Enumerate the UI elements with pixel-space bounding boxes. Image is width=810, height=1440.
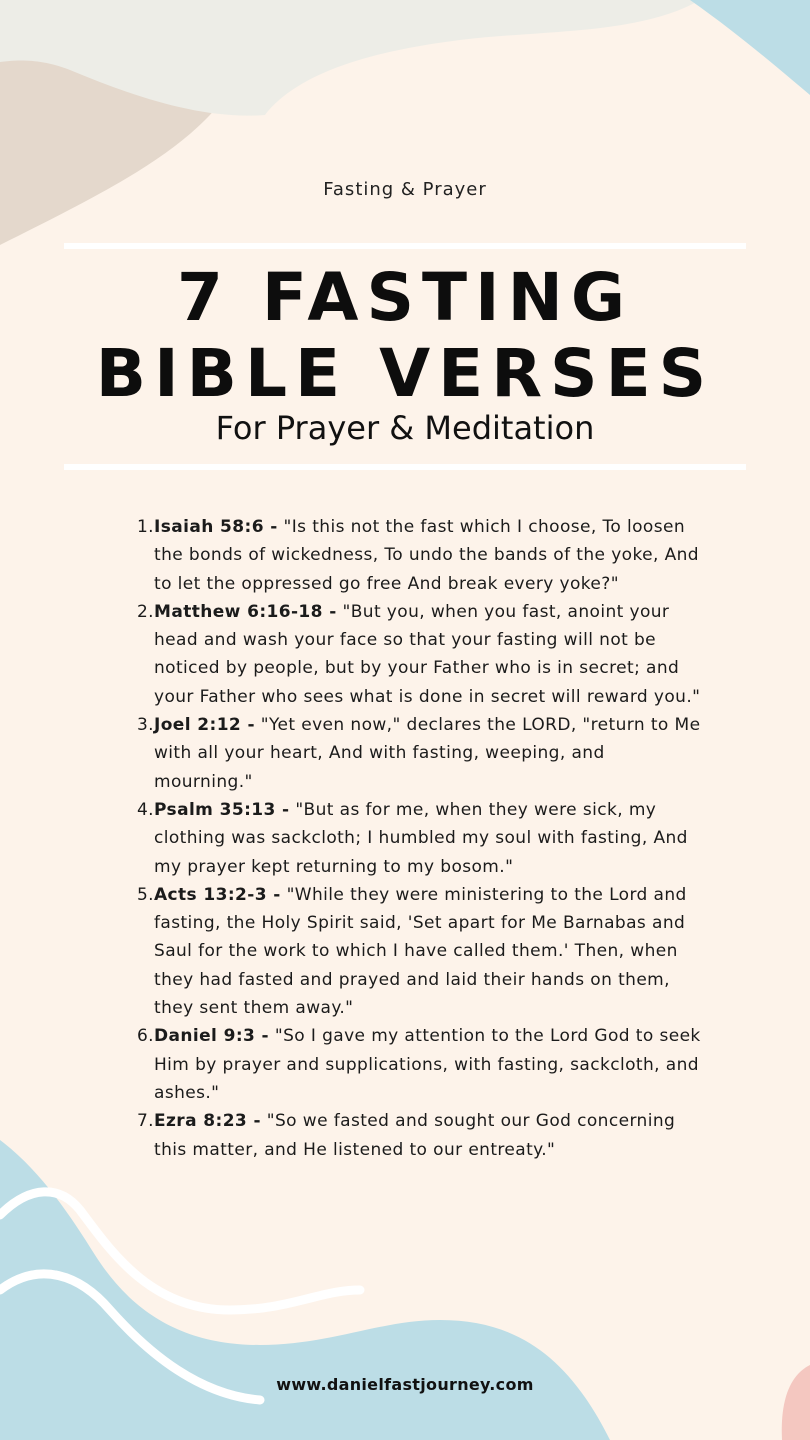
verse-item	[124, 881, 704, 1022]
verse-number: 7.	[136, 1111, 154, 1132]
verse-number: 6.	[136, 1026, 154, 1047]
verse-body	[154, 1022, 704, 1107]
verse-reference: Psalm 35:13 -	[154, 799, 290, 820]
verse-text: "While they were ministering to the Lord and fasting, the Holy Spirit said, 'Set apart for Me Barnabas and Saul for the work to which I have called them.' Then, when they had fasted and prayed and laid their hands on them, they sent them away."	[154, 884, 687, 1019]
verse-body	[154, 513, 704, 598]
verse-text: "But you, when you fast, anoint your head and wash your face so that your fasting will not be noticed by people, but by your Father who is in secret; and your Father who sees what is done in secret will reward you."	[154, 601, 701, 707]
verse-list	[124, 513, 704, 1164]
verse-item	[124, 513, 704, 598]
website-link[interactable]: www.danielfastjourney.com	[276, 1375, 534, 1394]
verse-reference: Matthew 6:16-18 -	[154, 601, 337, 622]
verse-number: 5.	[136, 884, 154, 905]
verse-text: "So I gave my attention to the Lord God to seek Him by prayer and supplications, with fasting, sackcloth, and ashes."	[154, 1026, 701, 1103]
verse-number: 2.	[136, 601, 154, 622]
verse-body	[154, 598, 704, 711]
top-divider	[64, 243, 746, 249]
title-line-2: BIBLE VERSES	[95, 335, 715, 412]
verse-reference: Isaiah 58:6 -	[154, 517, 278, 537]
bottom-divider	[64, 464, 746, 470]
verse-body	[154, 1107, 704, 1164]
title-line-1: 7 FASTING	[176, 259, 633, 336]
category-label: Fasting & Prayer	[323, 179, 487, 200]
verse-number: 4.	[136, 799, 154, 820]
verse-item	[124, 1022, 704, 1107]
verse-text: "But as for me, when they were sick, my clothing was sackcloth; I humbled my soul with fasting, And my prayer kept returning to my bosom."	[154, 799, 688, 877]
verse-text: "Yet even now," declares the LORD, "return to Me with all your heart, And with fasting, weeping, and mourning."	[154, 715, 701, 792]
verse-item	[124, 711, 704, 796]
verse-number: 1.	[136, 517, 154, 537]
verse-reference: Joel 2:12 -	[154, 715, 255, 736]
verse-text: "So we fasted and sought our God concerning this matter, and He listened to our entreaty."	[154, 1111, 676, 1160]
verse-text: "Is this not the fast which I choose, To loosen the bonds of wickedness, To undo the bands of the yoke, And to let the oppressed go free And break every yoke?"	[154, 517, 699, 594]
verse-reference: Daniel 9:3 -	[154, 1026, 270, 1047]
verse-body	[154, 796, 704, 881]
subtitle: For Prayer & Meditation	[215, 409, 595, 447]
verse-item	[124, 598, 704, 711]
verse-body	[154, 711, 704, 796]
verse-item	[124, 1107, 704, 1164]
verse-reference: Ezra 8:23 -	[154, 1111, 261, 1132]
verse-reference: Acts 13:2-3 -	[154, 884, 281, 905]
verse-body	[154, 881, 704, 1022]
verse-item	[124, 796, 704, 881]
verse-number: 3.	[136, 715, 154, 736]
